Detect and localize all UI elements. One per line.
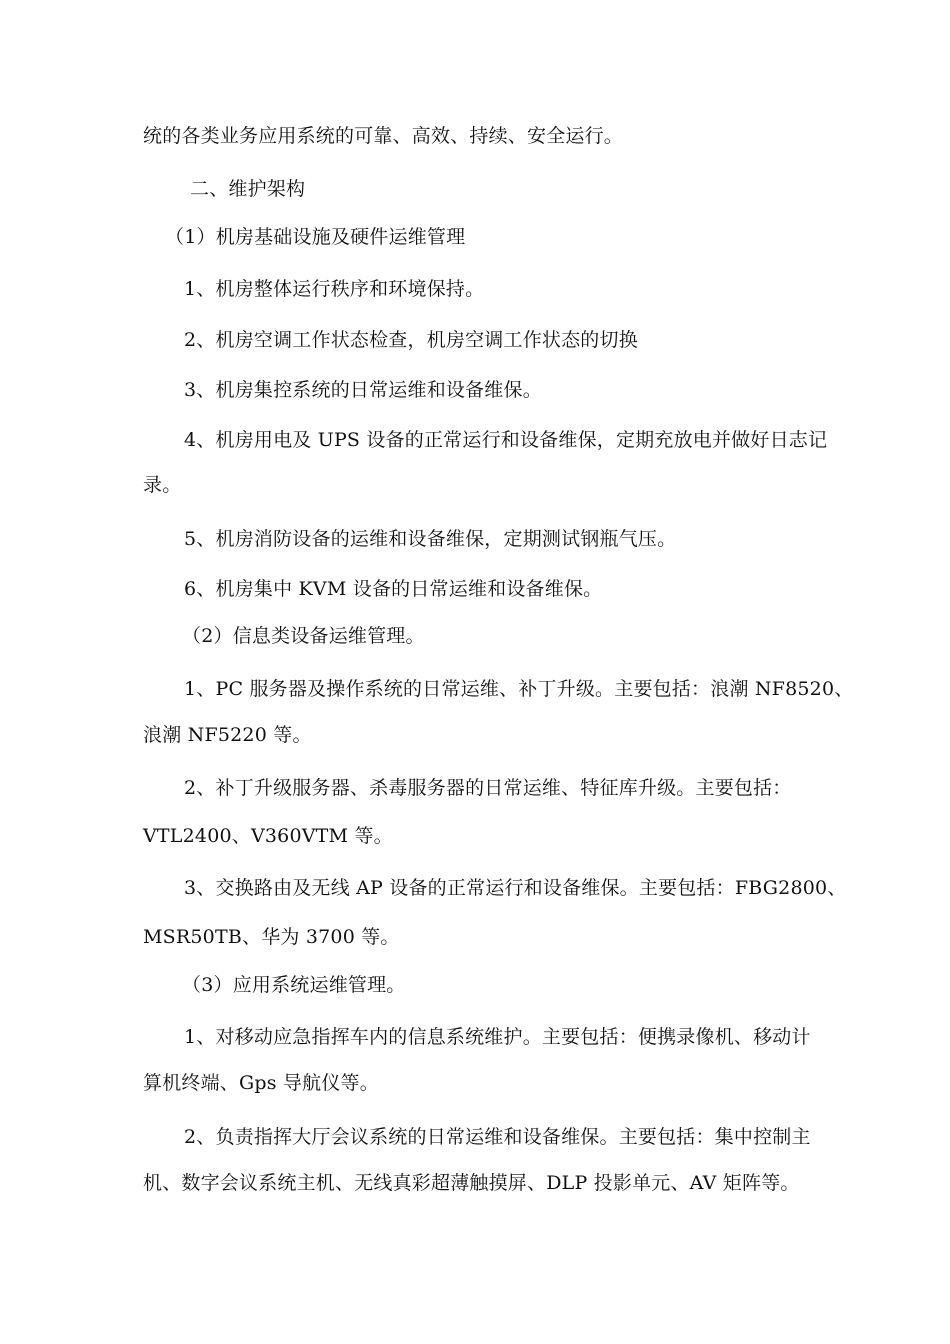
- list-item-continuation: VTL2400、V360VTM 等。: [143, 825, 393, 847]
- list-item: 1、对移动应急指挥车内的信息系统维护。主要包括：便携录像机、移动计: [184, 1026, 811, 1048]
- list-item-continuation: MSR50TB、华为 3700 等。: [143, 926, 400, 948]
- list-item: 3、交换路由及无线 AP 设备的正常运行和设备维保。主要包括：FBG2800、: [184, 877, 847, 899]
- list-item: 5、机房消防设备的运维和设备维保，定期测试钢瓶气压。: [184, 528, 677, 550]
- section-heading: 二、维护架构: [190, 178, 306, 200]
- list-item: 4、机房用电及 UPS 设备的正常运行和设备维保，定期充放电并做好日志记: [184, 429, 828, 451]
- list-item: 6、机房集中 KVM 设备的日常运维和设备维保。: [184, 578, 603, 600]
- list-item: 3、机房集控系统的日常运维和设备维保。: [184, 379, 542, 401]
- list-item: 2、负责指挥大厅会议系统的日常运维和设备维保。主要包括：集中控制主: [184, 1126, 811, 1148]
- list-item-continuation: 录。: [143, 474, 182, 496]
- list-item: 1、PC 服务器及操作系统的日常运维、补丁升级。主要包括：浪潮 NF8520、: [184, 678, 854, 700]
- list-item-continuation: 算机终端、Gps 导航仪等。: [143, 1072, 379, 1094]
- paragraph-line: 统的各类业务应用系统的可靠、高效、持续、安全运行。: [143, 125, 624, 147]
- subsection-heading: （1）机房基础设施及硬件运维管理: [165, 226, 466, 248]
- list-item: 2、机房空调工作状态检查，机房空调工作状态的切换: [184, 329, 638, 351]
- subsection-heading: （2）信息类设备运维管理。: [182, 625, 425, 647]
- subsection-heading: （3）应用系统运维管理。: [182, 974, 406, 996]
- list-item: 2、补丁升级服务器、杀毒服务器的日常运维、特征库升级。主要包括：: [184, 777, 792, 799]
- list-item-continuation: 机、数字会议系统主机、无线真彩超薄触摸屏、DLP 投影单元、AV 矩阵等。: [143, 1172, 800, 1194]
- list-item: 1、机房整体运行秩序和环境保持。: [184, 278, 485, 300]
- list-item-continuation: 浪潮 NF5220 等。: [143, 724, 312, 746]
